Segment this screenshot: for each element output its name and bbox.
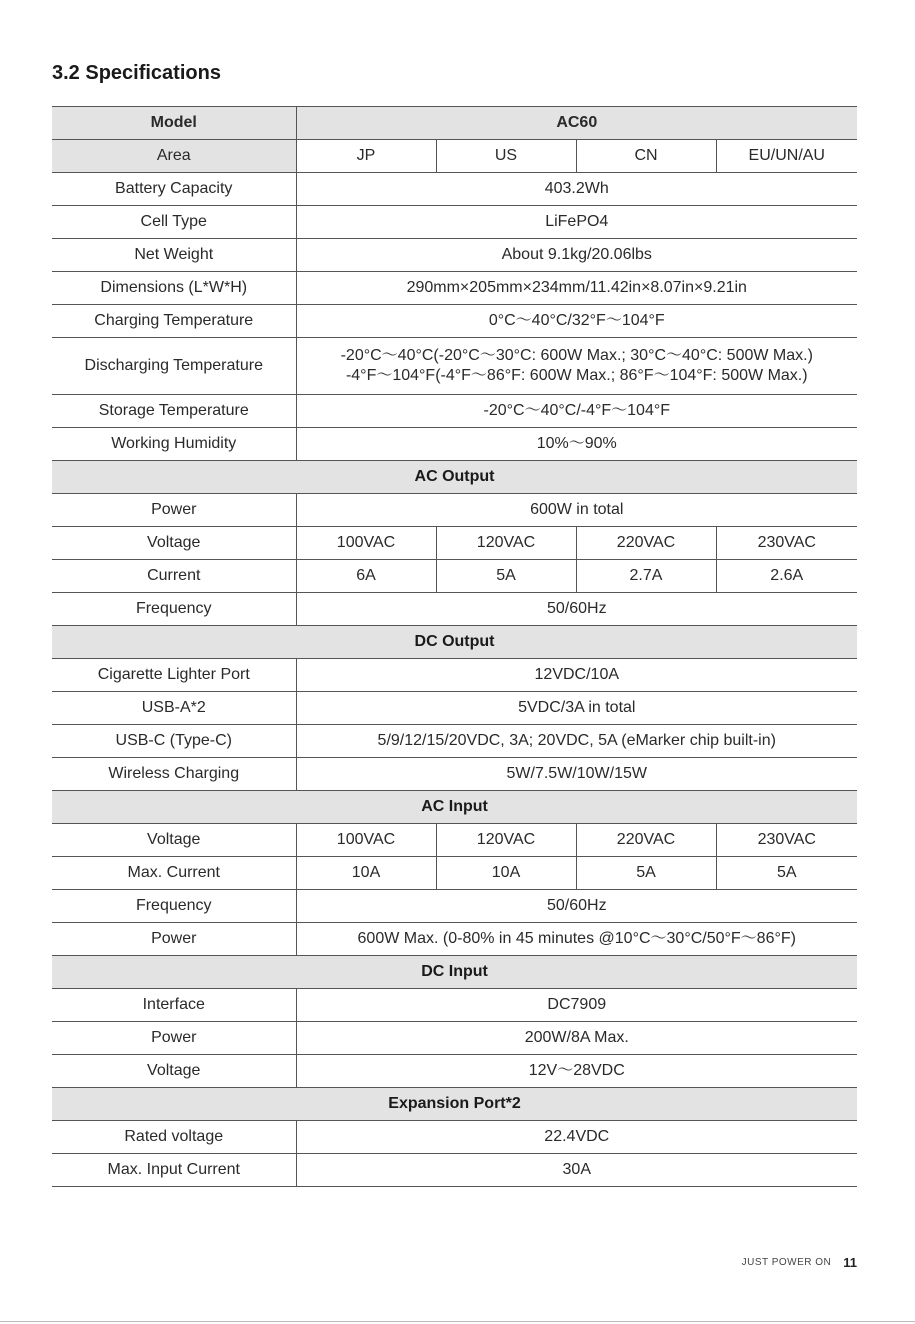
table-row xyxy=(52,560,857,593)
table-row xyxy=(52,1121,857,1154)
table-row xyxy=(52,338,857,395)
table-row xyxy=(52,923,857,956)
row-label: Wireless Charging xyxy=(52,758,296,791)
row-label: Current xyxy=(52,560,296,593)
cell-value: 2.6A xyxy=(716,560,857,593)
table-row xyxy=(52,305,857,338)
row-label: Rated voltage xyxy=(52,1121,296,1154)
row-value xyxy=(296,338,857,395)
cell-value: 10A xyxy=(296,857,436,890)
table-row xyxy=(52,494,857,527)
ac-output-header: AC Output xyxy=(52,461,857,494)
footer-tagline: JUST POWER ON xyxy=(741,1257,832,1268)
bottom-divider xyxy=(0,1321,915,1322)
row-value: 30A xyxy=(296,1154,857,1187)
row-value: -20°C～40°C/-4°F～104°F xyxy=(296,395,857,428)
table-row xyxy=(52,395,857,428)
row-value: 290mm×205mm×234mm/11.42in×8.07in×9.21in xyxy=(296,272,857,305)
cell-value: 220VAC xyxy=(576,527,716,560)
table-row xyxy=(52,239,857,272)
model-row xyxy=(52,107,857,140)
row-label: Net Weight xyxy=(52,239,296,272)
area-us: US xyxy=(436,140,576,173)
table-row xyxy=(52,1055,857,1088)
cell-value: 120VAC xyxy=(436,527,576,560)
row-label: Voltage xyxy=(52,527,296,560)
table-row xyxy=(52,428,857,461)
table-row xyxy=(52,272,857,305)
row-label: Frequency xyxy=(52,593,296,626)
section-header-row xyxy=(52,1088,857,1121)
row-value: 5W/7.5W/10W/15W xyxy=(296,758,857,791)
row-value: 5VDC/3A in total xyxy=(296,692,857,725)
section-header-row xyxy=(52,791,857,824)
row-value: 50/60Hz xyxy=(296,593,857,626)
cell-value: 220VAC xyxy=(576,824,716,857)
table-row xyxy=(52,593,857,626)
row-label: Frequency xyxy=(52,890,296,923)
row-value: 5/9/12/15/20VDC, 3A; 20VDC, 5A (eMarker chip built-in) xyxy=(296,725,857,758)
cell-value: 5A xyxy=(576,857,716,890)
cell-value: 6A xyxy=(296,560,436,593)
row-label: Power xyxy=(52,1022,296,1055)
section-header-row xyxy=(52,956,857,989)
cell-value: 5A xyxy=(436,560,576,593)
row-value: LiFePO4 xyxy=(296,206,857,239)
table-row xyxy=(52,758,857,791)
row-label: Power xyxy=(52,923,296,956)
table-row xyxy=(52,692,857,725)
area-cn: CN xyxy=(576,140,716,173)
cell-value: 230VAC xyxy=(716,527,857,560)
row-value: 600W Max. (0-80% in 45 minutes @10°C～30°C/50°F～86°F) xyxy=(296,923,857,956)
row-label: USB-C (Type-C) xyxy=(52,725,296,758)
table-row xyxy=(52,857,857,890)
row-label: USB-A*2 xyxy=(52,692,296,725)
row-label: Interface xyxy=(52,989,296,1022)
row-label: Voltage xyxy=(52,824,296,857)
row-value: 403.2Wh xyxy=(296,173,857,206)
cell-value: 100VAC xyxy=(296,824,436,857)
area-jp: JP xyxy=(296,140,436,173)
row-label: Storage Temperature xyxy=(52,395,296,428)
area-eu: EU/UN/AU xyxy=(716,140,857,173)
value-line: -4°F～104°F(-4°F～86°F: 600W Max.; 86°F～104°F: 500W Max.) xyxy=(345,367,808,384)
ac-input-header: AC Input xyxy=(52,791,857,824)
row-label: Dimensions (L*W*H) xyxy=(52,272,296,305)
table-row xyxy=(52,824,857,857)
expansion-port-header: Expansion Port*2 xyxy=(52,1088,857,1121)
section-title: 3.2 Specifications xyxy=(52,62,221,84)
row-value: 0°C～40°C/32°F～104°F xyxy=(296,305,857,338)
table-row xyxy=(52,1022,857,1055)
row-value: 22.4VDC xyxy=(296,1121,857,1154)
row-value: DC7909 xyxy=(296,989,857,1022)
row-label: Max. Input Current xyxy=(52,1154,296,1187)
row-label: Charging Temperature xyxy=(52,305,296,338)
row-label: Cigarette Lighter Port xyxy=(52,659,296,692)
table-row xyxy=(52,989,857,1022)
section-header-row xyxy=(52,461,857,494)
dc-input-header: DC Input xyxy=(52,956,857,989)
table-row xyxy=(52,725,857,758)
row-value: 12VDC/10A xyxy=(296,659,857,692)
cell-value: 10A xyxy=(436,857,576,890)
row-value: 200W/8A Max. xyxy=(296,1022,857,1055)
row-label: Voltage xyxy=(52,1055,296,1088)
cell-value: 100VAC xyxy=(296,527,436,560)
area-label: Area xyxy=(52,140,296,173)
row-value: 12V～28VDC xyxy=(296,1055,857,1088)
cell-value: 230VAC xyxy=(716,824,857,857)
area-row xyxy=(52,140,857,173)
cell-value: 120VAC xyxy=(436,824,576,857)
table-row xyxy=(52,1154,857,1187)
table-row xyxy=(52,659,857,692)
row-label: Working Humidity xyxy=(52,428,296,461)
table-row xyxy=(52,890,857,923)
page-footer xyxy=(742,1255,857,1270)
row-label: Battery Capacity xyxy=(52,173,296,206)
row-label: Cell Type xyxy=(52,206,296,239)
row-value: 50/60Hz xyxy=(296,890,857,923)
row-value: About 9.1kg/20.06lbs xyxy=(296,239,857,272)
value-line: -20°C～40°C(-20°C～30°C: 600W Max.; 30°C～40°C: 500W Max.) xyxy=(340,347,813,364)
page-number: 11 xyxy=(843,1255,857,1270)
row-label: Max. Current xyxy=(52,857,296,890)
table-row xyxy=(52,173,857,206)
row-value: 10%～90% xyxy=(296,428,857,461)
section-header-row xyxy=(52,626,857,659)
cell-value: 2.7A xyxy=(576,560,716,593)
dc-output-header: DC Output xyxy=(52,626,857,659)
row-label: Discharging Temperature xyxy=(52,338,296,395)
model-value: AC60 xyxy=(296,107,857,140)
model-label: Model xyxy=(52,107,296,140)
row-label: Power xyxy=(52,494,296,527)
row-value: 600W in total xyxy=(296,494,857,527)
specifications-table xyxy=(52,106,857,1187)
table-row xyxy=(52,527,857,560)
cell-value: 5A xyxy=(716,857,857,890)
table-row xyxy=(52,206,857,239)
